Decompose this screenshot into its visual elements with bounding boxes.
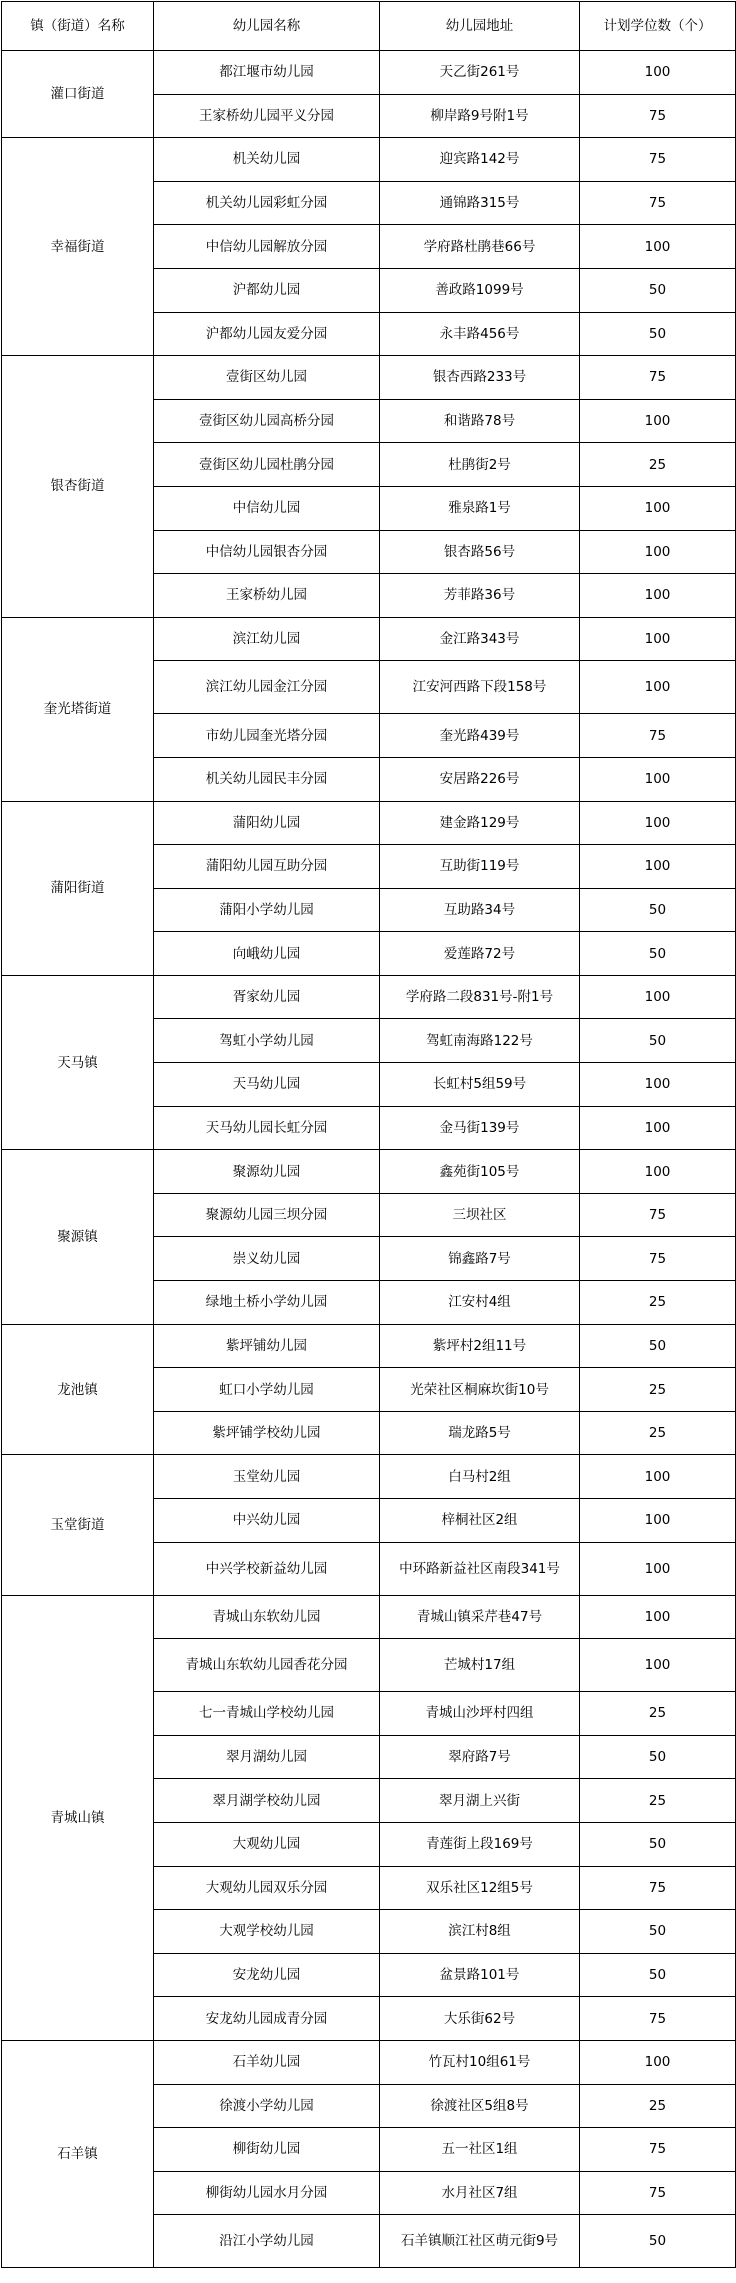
kindergarten-name-cell: 壹街区幼儿园 bbox=[154, 356, 380, 400]
kindergarten-name-cell: 天马幼儿园 bbox=[154, 1063, 380, 1107]
header-kindergarten: 幼儿园名称 bbox=[154, 2, 380, 51]
address-cell: 和谐路78号 bbox=[380, 399, 580, 443]
address-cell: 金江路343号 bbox=[380, 617, 580, 661]
kindergarten-name-cell: 王家桥幼儿园 bbox=[154, 574, 380, 618]
seats-cell: 75 bbox=[580, 181, 736, 225]
kindergarten-name-cell: 沿江小学幼儿园 bbox=[154, 2215, 380, 2268]
seats-cell: 100 bbox=[580, 1063, 736, 1107]
seats-cell: 25 bbox=[580, 1692, 736, 1736]
address-cell: 双乐社区12组5号 bbox=[380, 1866, 580, 1910]
kindergarten-name-cell: 虹口小学幼儿园 bbox=[154, 1368, 380, 1412]
table-row bbox=[2, 138, 736, 182]
town-name-cell: 龙池镇 bbox=[2, 1324, 154, 1455]
address-cell: 驾虹南海路122号 bbox=[380, 1019, 580, 1063]
address-cell: 青城山镇采芹巷47号 bbox=[380, 1595, 580, 1639]
address-cell: 瑞龙路5号 bbox=[380, 1411, 580, 1455]
kindergarten-name-cell: 中兴幼儿园 bbox=[154, 1499, 380, 1543]
seats-cell: 100 bbox=[580, 486, 736, 530]
address-cell: 五一社区1组 bbox=[380, 2128, 580, 2172]
seats-cell: 100 bbox=[580, 530, 736, 574]
kindergarten-name-cell: 中兴学校新益幼儿园 bbox=[154, 1542, 380, 1595]
table-row bbox=[2, 801, 736, 845]
seats-cell: 25 bbox=[580, 443, 736, 487]
table-row bbox=[2, 356, 736, 400]
kindergarten-name-cell: 机关幼儿园彩虹分园 bbox=[154, 181, 380, 225]
address-cell: 奎光路439号 bbox=[380, 714, 580, 758]
address-cell: 安居路226号 bbox=[380, 757, 580, 801]
kindergarten-name-cell: 蒲阳小学幼儿园 bbox=[154, 888, 380, 932]
seats-cell: 100 bbox=[580, 801, 736, 845]
town-name-cell: 聚源镇 bbox=[2, 1150, 154, 1324]
seats-cell: 25 bbox=[580, 1368, 736, 1412]
address-cell: 雅泉路1号 bbox=[380, 486, 580, 530]
kindergarten-name-cell: 蒲阳幼儿园 bbox=[154, 801, 380, 845]
kindergarten-name-cell: 安龙幼儿园 bbox=[154, 1953, 380, 1997]
address-cell: 梓桐社区2组 bbox=[380, 1499, 580, 1543]
address-cell: 徐渡社区5组8号 bbox=[380, 2084, 580, 2128]
address-cell: 石羊镇顺江社区萌元街9号 bbox=[380, 2215, 580, 2268]
seats-cell: 75 bbox=[580, 356, 736, 400]
town-name-cell: 青城山镇 bbox=[2, 1595, 154, 2040]
table-row bbox=[2, 617, 736, 661]
town-name-cell: 天马镇 bbox=[2, 975, 154, 1149]
address-cell: 天乙街261号 bbox=[380, 51, 580, 95]
seats-cell: 100 bbox=[580, 757, 736, 801]
seats-cell: 100 bbox=[580, 1455, 736, 1499]
seats-cell: 25 bbox=[580, 2084, 736, 2128]
seats-cell: 50 bbox=[580, 312, 736, 356]
table-row bbox=[2, 2040, 736, 2084]
town-name-cell: 银杏街道 bbox=[2, 356, 154, 618]
address-cell: 青城山沙坪村四组 bbox=[380, 1692, 580, 1736]
seats-cell: 25 bbox=[580, 1281, 736, 1325]
kindergarten-name-cell: 大观学校幼儿园 bbox=[154, 1910, 380, 1954]
address-cell: 建金路129号 bbox=[380, 801, 580, 845]
kindergarten-name-cell: 紫坪铺幼儿园 bbox=[154, 1324, 380, 1368]
address-cell: 永丰路456号 bbox=[380, 312, 580, 356]
kindergarten-name-cell: 市幼儿园奎光塔分园 bbox=[154, 714, 380, 758]
seats-cell: 25 bbox=[580, 1411, 736, 1455]
seats-cell: 100 bbox=[580, 617, 736, 661]
address-cell: 长虹村5组59号 bbox=[380, 1063, 580, 1107]
town-name-cell: 奎光塔街道 bbox=[2, 617, 154, 801]
seats-cell: 100 bbox=[580, 2040, 736, 2084]
kindergarten-name-cell: 王家桥幼儿园平义分园 bbox=[154, 94, 380, 138]
seats-cell: 100 bbox=[580, 1499, 736, 1543]
kindergarten-name-cell: 柳街幼儿园水月分园 bbox=[154, 2171, 380, 2215]
table-row bbox=[2, 1324, 736, 1368]
kindergarten-name-cell: 大观幼儿园 bbox=[154, 1822, 380, 1866]
table-row bbox=[2, 1150, 736, 1194]
kindergarten-name-cell: 徐渡小学幼儿园 bbox=[154, 2084, 380, 2128]
table-header-row bbox=[2, 2, 736, 51]
kindergarten-name-cell: 滨江幼儿园金江分园 bbox=[154, 661, 380, 714]
seats-cell: 100 bbox=[580, 1106, 736, 1150]
seats-cell: 50 bbox=[580, 1822, 736, 1866]
kindergarten-name-cell: 玉堂幼儿园 bbox=[154, 1455, 380, 1499]
table-row bbox=[2, 1595, 736, 1639]
kindergarten-name-cell: 中信幼儿园银杏分园 bbox=[154, 530, 380, 574]
kindergarten-name-cell: 翠月湖学校幼儿园 bbox=[154, 1779, 380, 1823]
address-cell: 光荣社区桐麻坎街10号 bbox=[380, 1368, 580, 1412]
kindergarten-name-cell: 七一青城山学校幼儿园 bbox=[154, 1692, 380, 1736]
seats-cell: 50 bbox=[580, 1910, 736, 1954]
kindergarten-name-cell: 天马幼儿园长虹分园 bbox=[154, 1106, 380, 1150]
address-cell: 学府路杜鹃巷66号 bbox=[380, 225, 580, 269]
kindergarten-name-cell: 机关幼儿园民丰分园 bbox=[154, 757, 380, 801]
kindergarten-name-cell: 蒲阳幼儿园互助分园 bbox=[154, 845, 380, 889]
town-name-cell: 玉堂街道 bbox=[2, 1455, 154, 1595]
address-cell: 鑫苑街105号 bbox=[380, 1150, 580, 1194]
seats-cell: 50 bbox=[580, 888, 736, 932]
seats-cell: 75 bbox=[580, 1997, 736, 2041]
seats-cell: 25 bbox=[580, 1779, 736, 1823]
address-cell: 迎宾路142号 bbox=[380, 138, 580, 182]
seats-cell: 100 bbox=[580, 1542, 736, 1595]
kindergarten-name-cell: 大观幼儿园双乐分园 bbox=[154, 1866, 380, 1910]
seats-cell: 100 bbox=[580, 574, 736, 618]
seats-cell: 75 bbox=[580, 714, 736, 758]
address-cell: 柳岸路9号附1号 bbox=[380, 94, 580, 138]
address-cell: 江安村4组 bbox=[380, 1281, 580, 1325]
header-town: 镇（街道）名称 bbox=[2, 2, 154, 51]
kindergarten-name-cell: 胥家幼儿园 bbox=[154, 975, 380, 1019]
seats-cell: 100 bbox=[580, 1150, 736, 1194]
address-cell: 青莲街上段169号 bbox=[380, 1822, 580, 1866]
kindergarten-name-cell: 崇义幼儿园 bbox=[154, 1237, 380, 1281]
address-cell: 芳菲路36号 bbox=[380, 574, 580, 618]
kindergarten-name-cell: 沪都幼儿园 bbox=[154, 268, 380, 312]
seats-cell: 75 bbox=[580, 1237, 736, 1281]
town-name-cell: 石羊镇 bbox=[2, 2040, 154, 2267]
address-cell: 江安河西路下段158号 bbox=[380, 661, 580, 714]
kindergarten-name-cell: 聚源幼儿园三坝分园 bbox=[154, 1193, 380, 1237]
kindergarten-name-cell: 机关幼儿园 bbox=[154, 138, 380, 182]
header-address: 幼儿园地址 bbox=[380, 2, 580, 51]
seats-cell: 75 bbox=[580, 94, 736, 138]
town-name-cell: 灌口街道 bbox=[2, 51, 154, 138]
seats-cell: 75 bbox=[580, 138, 736, 182]
address-cell: 竹瓦村10组61号 bbox=[380, 2040, 580, 2084]
seats-cell: 100 bbox=[580, 51, 736, 95]
table-row bbox=[2, 975, 736, 1019]
seats-cell: 100 bbox=[580, 975, 736, 1019]
kindergarten-name-cell: 绿地土桥小学幼儿园 bbox=[154, 1281, 380, 1325]
address-cell: 银杏西路233号 bbox=[380, 356, 580, 400]
address-cell: 紫坪村2组11号 bbox=[380, 1324, 580, 1368]
address-cell: 互助街119号 bbox=[380, 845, 580, 889]
header-seats: 计划学位数（个） bbox=[580, 2, 736, 51]
kindergarten-name-cell: 都江堰市幼儿园 bbox=[154, 51, 380, 95]
seats-cell: 100 bbox=[580, 845, 736, 889]
seats-cell: 100 bbox=[580, 661, 736, 714]
address-cell: 芒城村17组 bbox=[380, 1639, 580, 1692]
kindergarten-name-cell: 聚源幼儿园 bbox=[154, 1150, 380, 1194]
kindergarten-seat-table bbox=[1, 1, 736, 2268]
seats-cell: 75 bbox=[580, 1193, 736, 1237]
address-cell: 滨江村8组 bbox=[380, 1910, 580, 1954]
seats-cell: 100 bbox=[580, 1639, 736, 1692]
kindergarten-name-cell: 翠月湖幼儿园 bbox=[154, 1735, 380, 1779]
seats-cell: 100 bbox=[580, 225, 736, 269]
seats-cell: 50 bbox=[580, 932, 736, 976]
kindergarten-name-cell: 柳街幼儿园 bbox=[154, 2128, 380, 2172]
address-cell: 大乐街62号 bbox=[380, 1997, 580, 2041]
seats-cell: 100 bbox=[580, 399, 736, 443]
seats-cell: 100 bbox=[580, 1595, 736, 1639]
seats-cell: 50 bbox=[580, 1953, 736, 1997]
address-cell: 水月社区7组 bbox=[380, 2171, 580, 2215]
address-cell: 白马村2组 bbox=[380, 1455, 580, 1499]
address-cell: 盆景路101号 bbox=[380, 1953, 580, 1997]
address-cell: 中环路新益社区南段341号 bbox=[380, 1542, 580, 1595]
kindergarten-name-cell: 壹街区幼儿园杜鹃分园 bbox=[154, 443, 380, 487]
address-cell: 学府路二段831号-附1号 bbox=[380, 975, 580, 1019]
seats-cell: 75 bbox=[580, 2128, 736, 2172]
seats-cell: 50 bbox=[580, 1324, 736, 1368]
kindergarten-name-cell: 滨江幼儿园 bbox=[154, 617, 380, 661]
kindergarten-name-cell: 沪都幼儿园友爱分园 bbox=[154, 312, 380, 356]
address-cell: 杜鹃街2号 bbox=[380, 443, 580, 487]
address-cell: 锦鑫路7号 bbox=[380, 1237, 580, 1281]
seats-cell: 50 bbox=[580, 268, 736, 312]
address-cell: 银杏路56号 bbox=[380, 530, 580, 574]
seats-cell: 50 bbox=[580, 2215, 736, 2268]
kindergarten-name-cell: 石羊幼儿园 bbox=[154, 2040, 380, 2084]
kindergarten-name-cell: 中信幼儿园解放分园 bbox=[154, 225, 380, 269]
kindergarten-name-cell: 向峨幼儿园 bbox=[154, 932, 380, 976]
seats-cell: 75 bbox=[580, 1866, 736, 1910]
address-cell: 三坝社区 bbox=[380, 1193, 580, 1237]
town-name-cell: 幸福街道 bbox=[2, 138, 154, 356]
seats-cell: 75 bbox=[580, 2171, 736, 2215]
kindergarten-name-cell: 青城山东软幼儿园香花分园 bbox=[154, 1639, 380, 1692]
table-row bbox=[2, 51, 736, 95]
table-row bbox=[2, 1455, 736, 1499]
address-cell: 互助路34号 bbox=[380, 888, 580, 932]
kindergarten-name-cell: 壹街区幼儿园高桥分园 bbox=[154, 399, 380, 443]
address-cell: 通锦路315号 bbox=[380, 181, 580, 225]
kindergarten-name-cell: 青城山东软幼儿园 bbox=[154, 1595, 380, 1639]
address-cell: 爱莲路72号 bbox=[380, 932, 580, 976]
address-cell: 翠府路7号 bbox=[380, 1735, 580, 1779]
seats-cell: 50 bbox=[580, 1735, 736, 1779]
kindergarten-name-cell: 紫坪铺学校幼儿园 bbox=[154, 1411, 380, 1455]
address-cell: 善政路1099号 bbox=[380, 268, 580, 312]
table-body bbox=[2, 51, 736, 2268]
kindergarten-name-cell: 驾虹小学幼儿园 bbox=[154, 1019, 380, 1063]
address-cell: 翠月湖上兴街 bbox=[380, 1779, 580, 1823]
kindergarten-name-cell: 中信幼儿园 bbox=[154, 486, 380, 530]
town-name-cell: 蒲阳街道 bbox=[2, 801, 154, 975]
kindergarten-name-cell: 安龙幼儿园成青分园 bbox=[154, 1997, 380, 2041]
address-cell: 金马街139号 bbox=[380, 1106, 580, 1150]
seats-cell: 50 bbox=[580, 1019, 736, 1063]
